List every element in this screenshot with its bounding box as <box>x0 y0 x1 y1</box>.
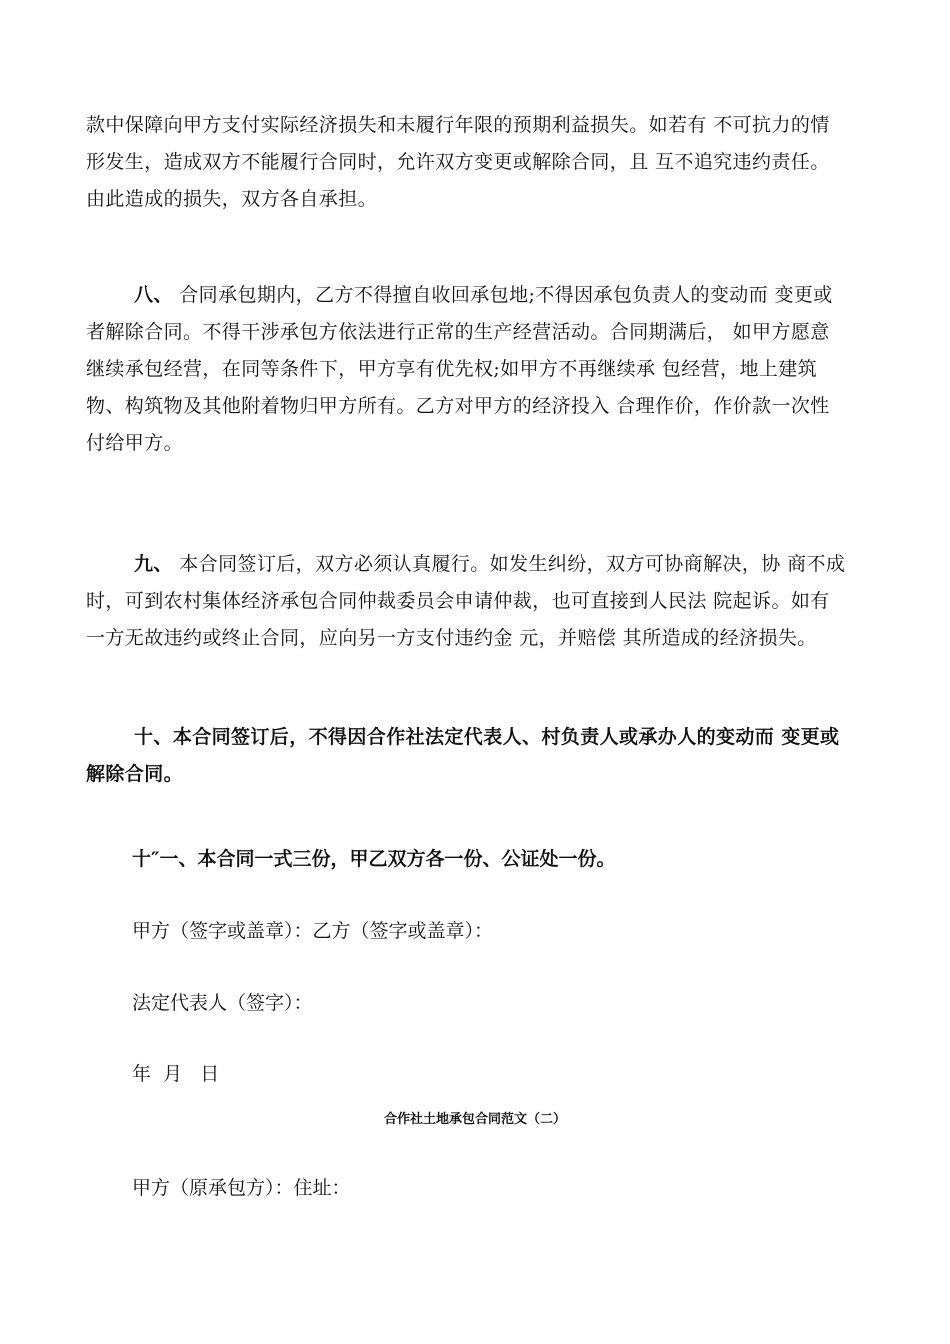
text-line: 十、本合同签订后，不得因合作社法定代表人、村负责人或承办人的变动而 变更或 <box>134 726 840 748</box>
date-line: 年 月 日 <box>132 1063 220 1085</box>
clause-7-continuation <box>86 107 876 218</box>
text-line: 继续承包经营，在同等条件下，甲方享有优先权;如甲方不再继续承 包经营，地上建筑 <box>86 358 818 380</box>
text-line: 解除合同。 <box>86 763 184 785</box>
clause-10 <box>86 719 876 793</box>
text-line: 由此造成的损失，双方各自承担。 <box>86 188 378 210</box>
section-subtitle: 合作社土地承包合同范文（二） <box>383 1112 566 1127</box>
text-line: 付给甲方。 <box>86 432 184 454</box>
text-line: 一方无故违约或终止合同，应向另一方支付违约金 元，并赔偿 其所造成的经济损失。 <box>86 627 817 649</box>
text-line: 时，可到农村集体经济承包合同仲裁委员会申请仲裁，也可直接到人民法 院起诉。如有 <box>86 590 830 612</box>
signature-parties: 甲方（签字或盖章）：乙方（签字或盖章）： <box>132 920 494 942</box>
party-a-line: 甲方（原承包方）：住址： <box>132 1177 351 1199</box>
text-line: 者解除合同。不得干涉承包方依法进行正常的生产经营活动。合同期满后， 如甲方愿意 <box>86 321 830 343</box>
text-line <box>86 277 876 314</box>
text-line-content: 合同承包期内，乙方不得擅自收回承包地;不得因承包负责人的变动而 变更或 <box>179 284 833 306</box>
text-line <box>86 546 876 583</box>
clause-number: 九、 <box>134 553 173 575</box>
text-line: 物、构筑物及其他附着物归甲方所有。乙方对甲方的经济投入 合理作价，作价款一次性 <box>86 395 830 417</box>
text-line: 款中保障向甲方支付实际经济损失和未履行年限的预期利益损失。如若有 不可抗力的情 <box>86 114 830 136</box>
text-line-content: 本合同签订后，双方必须认真履行。如发生纠纷，双方可协商解决，协 商不成 <box>179 553 846 575</box>
clause-number: 八、 <box>134 284 173 306</box>
clause-11: 十″一、本合同一式三份，甲乙双方各一份、公证处一份。 <box>132 848 616 870</box>
clause-8 <box>86 277 876 462</box>
legal-representative: 法定代表人（签字）： <box>132 992 313 1014</box>
text-line: 形发生，造成双方不能履行合同时，允许双方变更或解除合同，且 互不追究违约责任。 <box>86 151 830 173</box>
clause-9 <box>86 546 876 657</box>
